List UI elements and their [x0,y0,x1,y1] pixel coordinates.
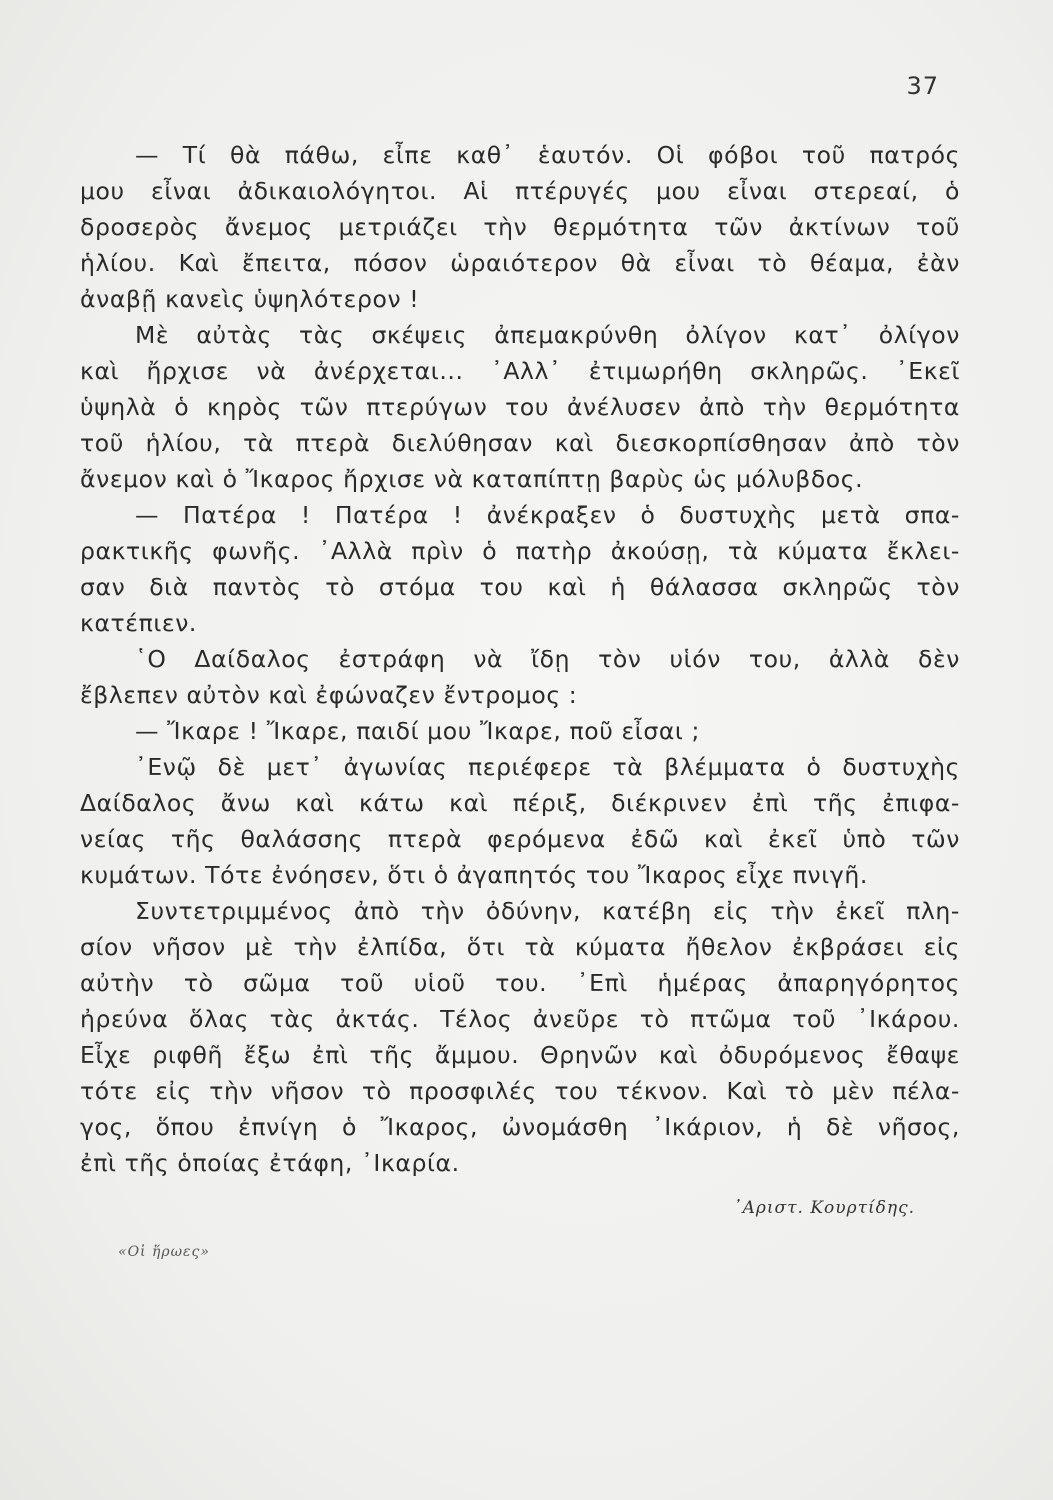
text-line: Εἶχε ριφθῆ ἔξω ἐπὶ τῆς ἄμμου. Θρηνῶν καὶ ὀδυρόμενος ἔθαψε [80,1041,960,1069]
text-line: αὐτὴν τὸ σῶμα τοῦ υἱοῦ του. ᾿Επὶ ἡμέρας ἀπαρηγόρητος [80,969,960,997]
text-line: τότε εἰς τὴν νῆσον τὸ προσφιλές του τέκνον. Καὶ τὸ μὲν πέλα- [80,1077,960,1105]
text-line: — Πατέρα ! Πατέρα ! ἀνέκραξεν ὁ δυστυχὴς μετὰ σπα- [135,501,960,529]
author-signature: ᾿Αριστ. Κουρτίδης. [733,1198,915,1218]
text-line: καὶ ἤρχισε νὰ ἀνέρχεται... ᾿Αλλ᾿ ἐτιμωρήθη σκληρῶς. ᾿Εκεῖ [80,357,960,385]
text-line: κυμάτων. Τότε ἐνόησεν, ὅτι ὁ ἀγαπητός του Ἴκαρος εἶχε πνιγῆ. [80,861,868,889]
text-line: ἐπὶ τῆς ὁποίας ἐτάφη, ᾿Ικαρία. [80,1149,460,1177]
text-line: ἀναβῇ κανεὶς ὑψηλότερον ! [80,285,420,313]
text-line: ἡλίου. Καὶ ἔπειτα, πόσον ὡραιότερον θὰ εἶναι τὸ θέαμα, ἐὰν [80,249,960,277]
page-number: 37 [906,72,939,100]
text-line: Δαίδαλος ἄνω καὶ κάτω καὶ πέριξ, διέκρινεν ἐπὶ τῆς ἐπιφα- [80,789,960,817]
text-line: σίον νῆσον μὲ τὴν ἐλπίδα, ὅτι τὰ κύματα ἤθελον ἐκβράσει εἰς [80,933,960,961]
text-line: τοῦ ἡλίου, τὰ πτερὰ διελύθησαν καὶ διεσκορπίσθησαν ἀπὸ τὸν [80,429,960,457]
text-line: κατέπιεν. [80,609,197,637]
text-line: γος, ὅπου ἐπνίγη ὁ Ἴκαρος, ὠνομάσθη ᾿Ικάριον, ἡ δὲ νῆσος, [80,1113,960,1141]
text-line: ῾Ο Δαίδαλος ἐστράφη νὰ ἴδῃ τὸν υἱόν του, ἀλλὰ δὲν [135,645,960,673]
text-line: ἄνεμον καὶ ὁ Ἴκαρος ἤρχισε νὰ καταπίπτῃ βαρὺς ὡς μόλυβδος. [80,465,864,493]
text-line: νείας τῆς θαλάσσης πτερὰ φερόμενα ἐδῶ καὶ ἐκεῖ ὑπὸ τῶν [80,825,960,853]
text-line: ἔβλεπεν αὐτὸν καὶ ἐφώναζεν ἔντρομος : [80,681,578,709]
text-line: — Τί θὰ πάθω, εἶπε καθ᾿ ἑαυτόν. Οἱ φόβοι τοῦ πατρός [135,141,960,169]
text-line: ᾿Ενῷ δὲ μετ᾿ ἀγωνίας περιέφερε τὰ βλέμματα ὁ δυστυχὴς [135,753,960,781]
body-text [80,137,960,1181]
text-line: σαν διὰ παντὸς τὸ στόμα του καὶ ἡ θάλασσα σκληρῶς τὸν [80,573,960,601]
text-line: μου εἶναι ἀδικαιολόγητοι. Αἱ πτέρυγές μου εἶναι στερεαί, ὁ [80,177,960,205]
text-line: ὑψηλὰ ὁ κηρὸς τῶν πτερύγων του ἀνέλυσεν ἀπὸ τὴν θερμότητα [80,393,960,421]
text-line: — Ἴκαρε ! Ἴκαρε, παιδί μου Ἴκαρε, ποῦ εἶσαι ; [135,717,701,745]
text-line: Μὲ αὐτὰς τὰς σκέψεις ἀπεμακρύνθη ὀλίγον κατ᾿ ὀλίγον [135,321,960,349]
text-line: ρακτικῆς φωνῆς. ᾿Αλλὰ πρὶν ὁ πατὴρ ἀκούσῃ, τὰ κύματα ἔκλει- [80,537,960,565]
text-line: ἠρεύνα ὅλας τὰς ἀκτάς. Τέλος ἀνεῦρε τὸ πτῶμα τοῦ ᾿Ικάρου. [80,1005,960,1033]
text-line: Συντετριμμένος ἀπὸ τὴν ὀδύνην, κατέβη εἰς τὴν ἐκεῖ πλη- [135,897,960,925]
source-citation: «Οἱ ἥρωες» [118,1244,210,1260]
text-line: δροσερὸς ἄνεμος μετριάζει τὴν θερμότητα τῶν ἀκτίνων τοῦ [80,213,960,241]
